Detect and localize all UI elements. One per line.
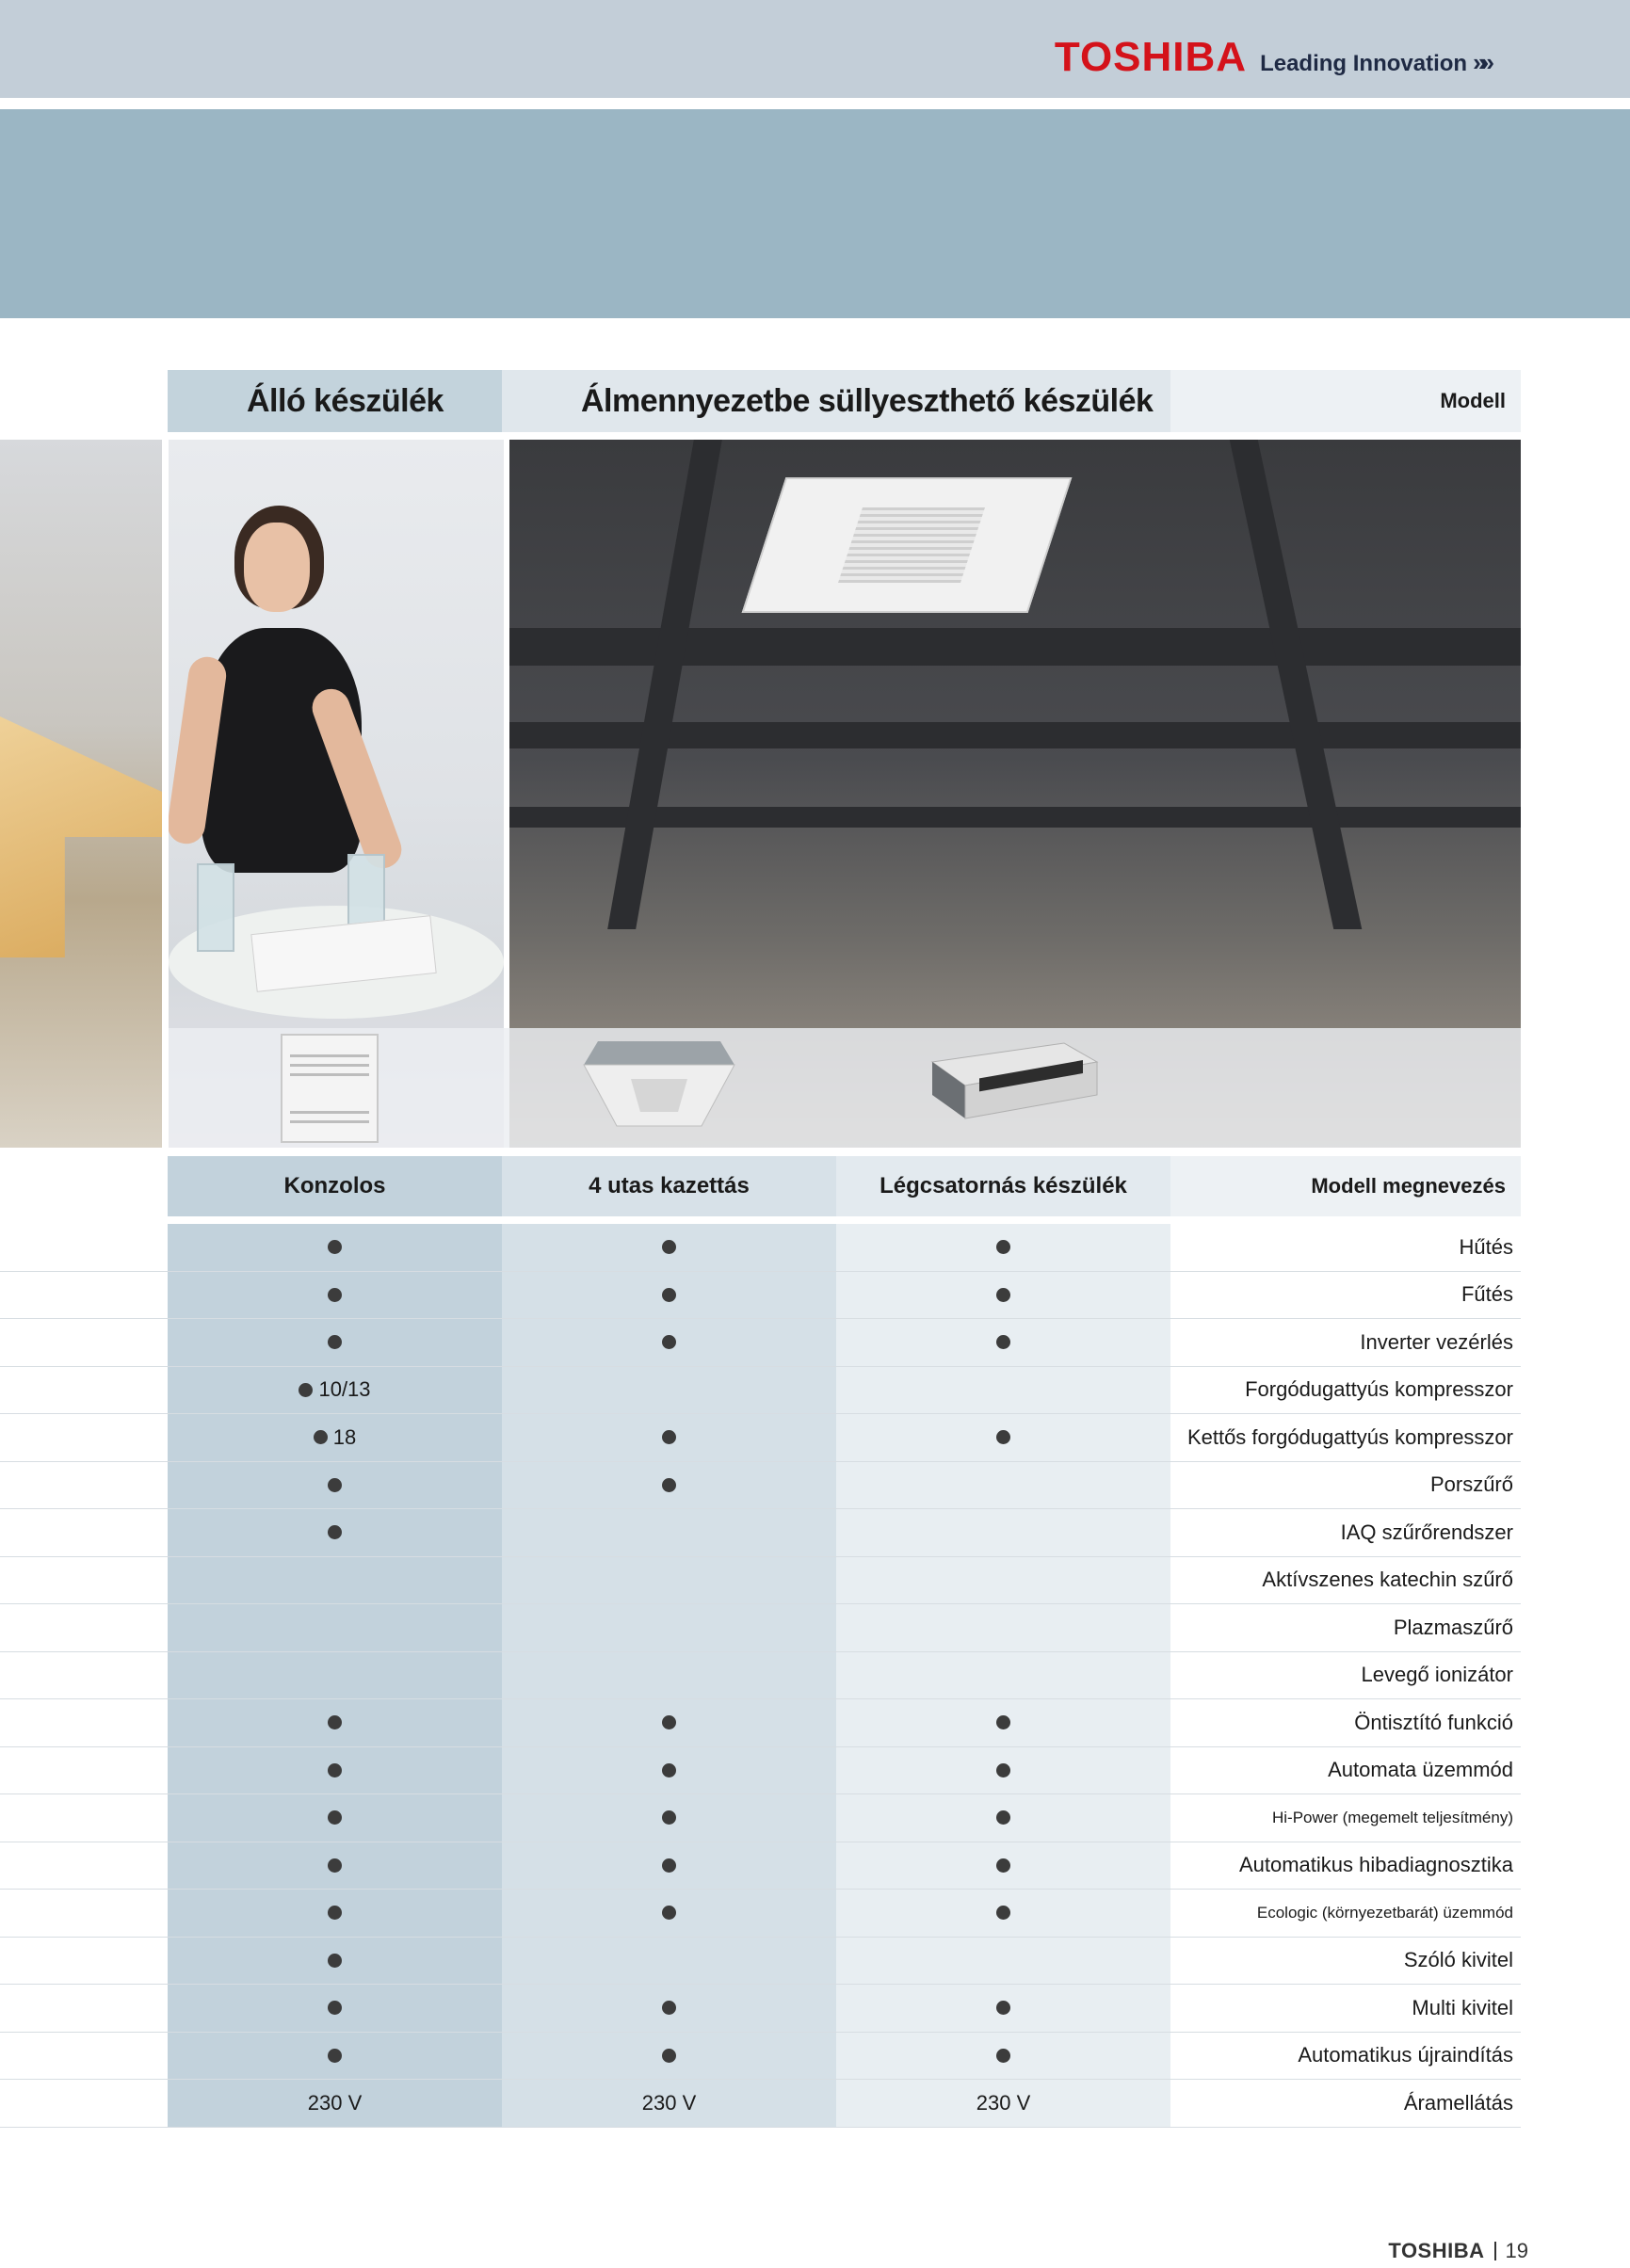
bullet-dot-icon xyxy=(996,1858,1010,1873)
table-cell xyxy=(168,1367,502,1414)
table-cell xyxy=(502,1938,836,1985)
feature-label-cell xyxy=(1170,1604,1521,1651)
brand-logo xyxy=(1055,34,1489,81)
bullet-dot-icon xyxy=(662,1906,676,1920)
feature-label: Hi-Power (megemelt teljesítmény) xyxy=(1271,1808,1513,1826)
bullet-dot-icon xyxy=(328,1478,342,1492)
bullet-dot-icon xyxy=(662,1288,676,1302)
cell-content xyxy=(662,1858,676,1873)
feature-label-cell xyxy=(1170,2033,1521,2080)
cell-content xyxy=(328,1240,342,1254)
cell-content xyxy=(328,1763,342,1777)
cell-content xyxy=(328,1478,342,1492)
feature-label-cell xyxy=(1170,1367,1521,1414)
bullet-dot-icon xyxy=(328,1715,342,1729)
brand-tagline: Leading Innovation xyxy=(1260,51,1468,76)
cell-content xyxy=(328,2001,342,2015)
bullet-dot-icon xyxy=(996,1335,1010,1349)
table-cell xyxy=(502,1414,836,1461)
table-cell xyxy=(168,1890,502,1937)
table-cell xyxy=(502,1224,836,1271)
bullet-dot-icon xyxy=(328,1810,342,1825)
cell-content xyxy=(328,1525,342,1539)
bullet-dot-icon xyxy=(996,2001,1010,2015)
feature-label: Hűtés xyxy=(1459,1234,1513,1259)
table-cell xyxy=(502,1272,836,1319)
cell-content xyxy=(976,2091,1031,2115)
bullet-dot-icon xyxy=(299,1383,313,1397)
table-cell xyxy=(836,1652,1170,1699)
table-cell xyxy=(502,1794,836,1842)
table-cell xyxy=(502,1842,836,1890)
bullet-dot-icon xyxy=(328,1954,342,1968)
cell-content xyxy=(996,2001,1010,2015)
feature-label-cell xyxy=(1170,1747,1521,1794)
table-cell xyxy=(168,1604,502,1651)
page-number: 19 xyxy=(1505,2239,1528,2262)
table-row xyxy=(0,1414,1521,1462)
table-row xyxy=(0,2033,1521,2081)
bullet-dot-icon xyxy=(996,1763,1010,1777)
bullet-dot-icon xyxy=(662,1240,676,1254)
footer-brand: TOSHIBA xyxy=(1388,2239,1485,2262)
feature-label-cell xyxy=(1170,2080,1521,2127)
feature-label-cell xyxy=(1170,1652,1521,1699)
table-cell xyxy=(836,1747,1170,1794)
table-row xyxy=(0,1272,1521,1320)
feature-label: Szóló kivitel xyxy=(1403,1948,1513,1972)
table-row xyxy=(0,1557,1521,1605)
table-row xyxy=(0,1699,1521,1747)
bullet-dot-icon xyxy=(328,1763,342,1777)
feature-label: Porszűrő xyxy=(1429,1472,1513,1497)
feature-label: Plazmaszűrő xyxy=(1393,1615,1513,1639)
table-cell xyxy=(502,1367,836,1414)
cell-content xyxy=(328,1954,342,1968)
table-row xyxy=(0,1509,1521,1557)
feature-label: Kettős forgódugattyús kompresszor xyxy=(1186,1424,1513,1449)
table-cell xyxy=(836,1509,1170,1556)
feature-label-cell xyxy=(1170,1842,1521,1890)
feature-label-cell xyxy=(1170,1509,1521,1556)
table-cell xyxy=(168,1414,502,1461)
section-standing-unit-label: Álló készülék xyxy=(247,382,444,419)
table-cell xyxy=(502,2033,836,2080)
feature-label-cell xyxy=(1170,1938,1521,1985)
table-cell xyxy=(502,1890,836,1937)
brand-wordmark: TOSHIBA xyxy=(1054,34,1248,80)
bullet-dot-icon xyxy=(328,2001,342,2015)
bullet-dot-icon xyxy=(328,1335,342,1349)
table-cell xyxy=(502,2080,836,2127)
page-footer xyxy=(1388,2239,1528,2263)
cell-content xyxy=(996,1240,1010,1254)
cell-content xyxy=(328,1906,342,1920)
table-cell xyxy=(836,1272,1170,1319)
section-ceiling-unit-label: Álmennyezetbe süllyeszthető készülék xyxy=(581,382,1154,419)
cell-content xyxy=(314,1425,356,1450)
table-row xyxy=(0,1842,1521,1890)
feature-label-cell xyxy=(1170,1890,1521,1937)
section-model-label: Modell xyxy=(1440,389,1506,412)
cell-value: 230 V xyxy=(976,2090,1031,2115)
bullet-dot-icon xyxy=(662,1858,676,1873)
cell-content xyxy=(662,1335,676,1349)
cell-content xyxy=(662,1810,676,1825)
feature-label: Aktívszenes katechin szűrő xyxy=(1262,1568,1513,1592)
table-cell xyxy=(168,1224,502,1271)
col-header-ducted: Légcsatornás készülék xyxy=(836,1156,1170,1216)
bullet-dot-icon xyxy=(328,1240,342,1254)
cell-value: 230 V xyxy=(307,2090,363,2115)
bullet-dot-icon xyxy=(996,1240,1010,1254)
table-cell xyxy=(168,2033,502,2080)
cell-content xyxy=(328,1335,342,1349)
cell-content xyxy=(662,1763,676,1777)
feature-label-cell xyxy=(1170,1272,1521,1319)
table-row xyxy=(0,1985,1521,2033)
feature-label: Ecologic (környezetbarát) üzemmód xyxy=(1256,1903,1513,1922)
table-cell xyxy=(836,1890,1170,1937)
table-cell xyxy=(168,1747,502,1794)
feature-label-cell xyxy=(1170,1462,1521,1509)
table-cell xyxy=(836,1604,1170,1651)
bullet-dot-icon xyxy=(328,1906,342,1920)
cell-content xyxy=(996,1906,1010,1920)
bullet-dot-icon xyxy=(662,1763,676,1777)
table-cell xyxy=(502,1319,836,1366)
table-row xyxy=(0,2080,1521,2128)
col-header-model-name: Modell megnevezés xyxy=(1170,1156,1521,1216)
table-header-row xyxy=(0,1156,1521,1216)
feature-table xyxy=(0,1156,1521,2128)
cell-value: 10/13 xyxy=(318,1377,371,1402)
table-row xyxy=(0,1747,1521,1795)
cassette-unit-graphic xyxy=(742,477,1073,613)
cell-content xyxy=(996,1430,1010,1444)
cell-content xyxy=(642,2091,697,2115)
cell-value: 230 V xyxy=(641,2090,697,2115)
bullet-dot-icon xyxy=(996,1810,1010,1825)
cell-content xyxy=(328,2049,342,2063)
feature-label-cell xyxy=(1170,1224,1521,1271)
ducted-unit-icon xyxy=(923,1034,1102,1123)
table-row xyxy=(0,1604,1521,1652)
cell-content xyxy=(996,1810,1010,1825)
cell-content xyxy=(328,1858,342,1873)
cell-content xyxy=(662,1715,676,1729)
table-cell xyxy=(168,1842,502,1890)
table-row xyxy=(0,1938,1521,1986)
footer-divider xyxy=(1494,2242,1496,2260)
table-cell xyxy=(168,1985,502,2032)
table-cell xyxy=(836,1414,1170,1461)
cell-content xyxy=(299,1377,370,1402)
cell-content xyxy=(662,1430,676,1444)
feature-label: Automatikus újraindítás xyxy=(1298,2043,1513,2067)
feature-label: Automatikus hibadiagnosztika xyxy=(1238,1853,1513,1877)
table-cell xyxy=(168,1794,502,1842)
interior-photo xyxy=(0,440,162,1148)
feature-label: Levegő ionizátor xyxy=(1361,1663,1513,1687)
feature-label: Áramellátás xyxy=(1403,2090,1513,2115)
table-cell xyxy=(836,1367,1170,1414)
table-cell xyxy=(168,1462,502,1509)
bullet-dot-icon xyxy=(996,1288,1010,1302)
table-cell xyxy=(502,1462,836,1509)
cell-content xyxy=(662,2049,676,2063)
table-row xyxy=(0,1652,1521,1700)
table-cell xyxy=(168,1557,502,1604)
table-cell xyxy=(502,1747,836,1794)
table-cell xyxy=(836,1938,1170,1985)
bullet-dot-icon xyxy=(996,1906,1010,1920)
cell-content xyxy=(996,1763,1010,1777)
table-row xyxy=(0,1224,1521,1272)
cell-content xyxy=(662,1906,676,1920)
table-cell xyxy=(836,1319,1170,1366)
cell-content xyxy=(308,2091,363,2115)
table-cell xyxy=(836,2033,1170,2080)
table-cell xyxy=(836,1842,1170,1890)
table-row xyxy=(0,1890,1521,1938)
cell-content xyxy=(662,1478,676,1492)
feature-label-cell xyxy=(1170,1319,1521,1366)
table-row xyxy=(0,1462,1521,1510)
table-cell xyxy=(502,1604,836,1651)
table-body xyxy=(0,1224,1521,2128)
table-cell xyxy=(502,1699,836,1746)
section-header-row xyxy=(0,370,1521,432)
table-cell xyxy=(836,2080,1170,2127)
feature-label: Automata üzemmód xyxy=(1328,1758,1513,1782)
bullet-dot-icon xyxy=(662,2049,676,2063)
bullet-dot-icon xyxy=(328,1525,342,1539)
table-cell xyxy=(836,1462,1170,1509)
bullet-dot-icon xyxy=(996,2049,1010,2063)
console-unit-icon xyxy=(281,1034,379,1143)
bullet-dot-icon xyxy=(662,1810,676,1825)
section-standing-unit xyxy=(168,370,502,432)
table-cell xyxy=(836,1699,1170,1746)
section-model xyxy=(1170,370,1521,432)
feature-label: Fűtés xyxy=(1461,1282,1513,1307)
cassette-unit-icon xyxy=(579,1032,739,1135)
feature-label-cell xyxy=(1170,1557,1521,1604)
col-header-cassette: 4 utas kazettás xyxy=(502,1156,836,1216)
table-cell xyxy=(502,1509,836,1556)
section-ceiling-unit xyxy=(502,370,1170,432)
feature-label-cell xyxy=(1170,1985,1521,2032)
feature-label: Inverter vezérlés xyxy=(1360,1329,1513,1354)
bullet-dot-icon xyxy=(328,1858,342,1873)
cell-content xyxy=(662,1288,676,1302)
table-cell xyxy=(168,2080,502,2127)
bullet-dot-icon xyxy=(996,1430,1010,1444)
table-cell xyxy=(168,1938,502,1985)
cell-content xyxy=(996,2049,1010,2063)
feature-label: IAQ szűrőrendszer xyxy=(1340,1520,1513,1544)
feature-label: Multi kivitel xyxy=(1412,1995,1513,2019)
cell-content xyxy=(328,1810,342,1825)
cell-content xyxy=(328,1715,342,1729)
table-cell xyxy=(168,1272,502,1319)
feature-label: Forgódugattyús kompresszor xyxy=(1245,1377,1513,1402)
bullet-dot-icon xyxy=(662,1715,676,1729)
cell-content xyxy=(662,1240,676,1254)
table-cell xyxy=(836,1557,1170,1604)
table-row xyxy=(0,1319,1521,1367)
feature-label-cell xyxy=(1170,1794,1521,1842)
table-cell xyxy=(168,1319,502,1366)
cell-content xyxy=(328,1288,342,1302)
cell-content xyxy=(996,1715,1010,1729)
bullet-dot-icon xyxy=(662,1430,676,1444)
table-cell xyxy=(168,1509,502,1556)
feature-label-cell xyxy=(1170,1414,1521,1461)
table-cell xyxy=(836,1794,1170,1842)
bullet-dot-icon xyxy=(328,2049,342,2063)
feature-label: Öntisztító funkció xyxy=(1354,1710,1513,1734)
cell-content xyxy=(662,2001,676,2015)
table-cell xyxy=(168,1699,502,1746)
bullet-dot-icon xyxy=(314,1430,328,1444)
table-cell xyxy=(502,1652,836,1699)
chevron-right-icon: »» xyxy=(1473,48,1489,76)
table-cell xyxy=(502,1985,836,2032)
cell-content xyxy=(996,1288,1010,1302)
table-row xyxy=(0,1367,1521,1415)
table-row xyxy=(0,1794,1521,1842)
col-header-console: Konzolos xyxy=(168,1156,502,1216)
hero-band xyxy=(0,109,1630,318)
bullet-dot-icon xyxy=(662,1335,676,1349)
bullet-dot-icon xyxy=(662,1478,676,1492)
bullet-dot-icon xyxy=(996,1715,1010,1729)
feature-label-cell xyxy=(1170,1699,1521,1746)
bullet-dot-icon xyxy=(328,1288,342,1302)
table-cell xyxy=(502,1557,836,1604)
table-cell xyxy=(168,1652,502,1699)
cell-content xyxy=(996,1335,1010,1349)
table-cell xyxy=(836,1985,1170,2032)
bullet-dot-icon xyxy=(662,2001,676,2015)
table-cell xyxy=(836,1224,1170,1271)
cell-content xyxy=(996,1858,1010,1873)
cell-value: 18 xyxy=(332,1424,357,1449)
